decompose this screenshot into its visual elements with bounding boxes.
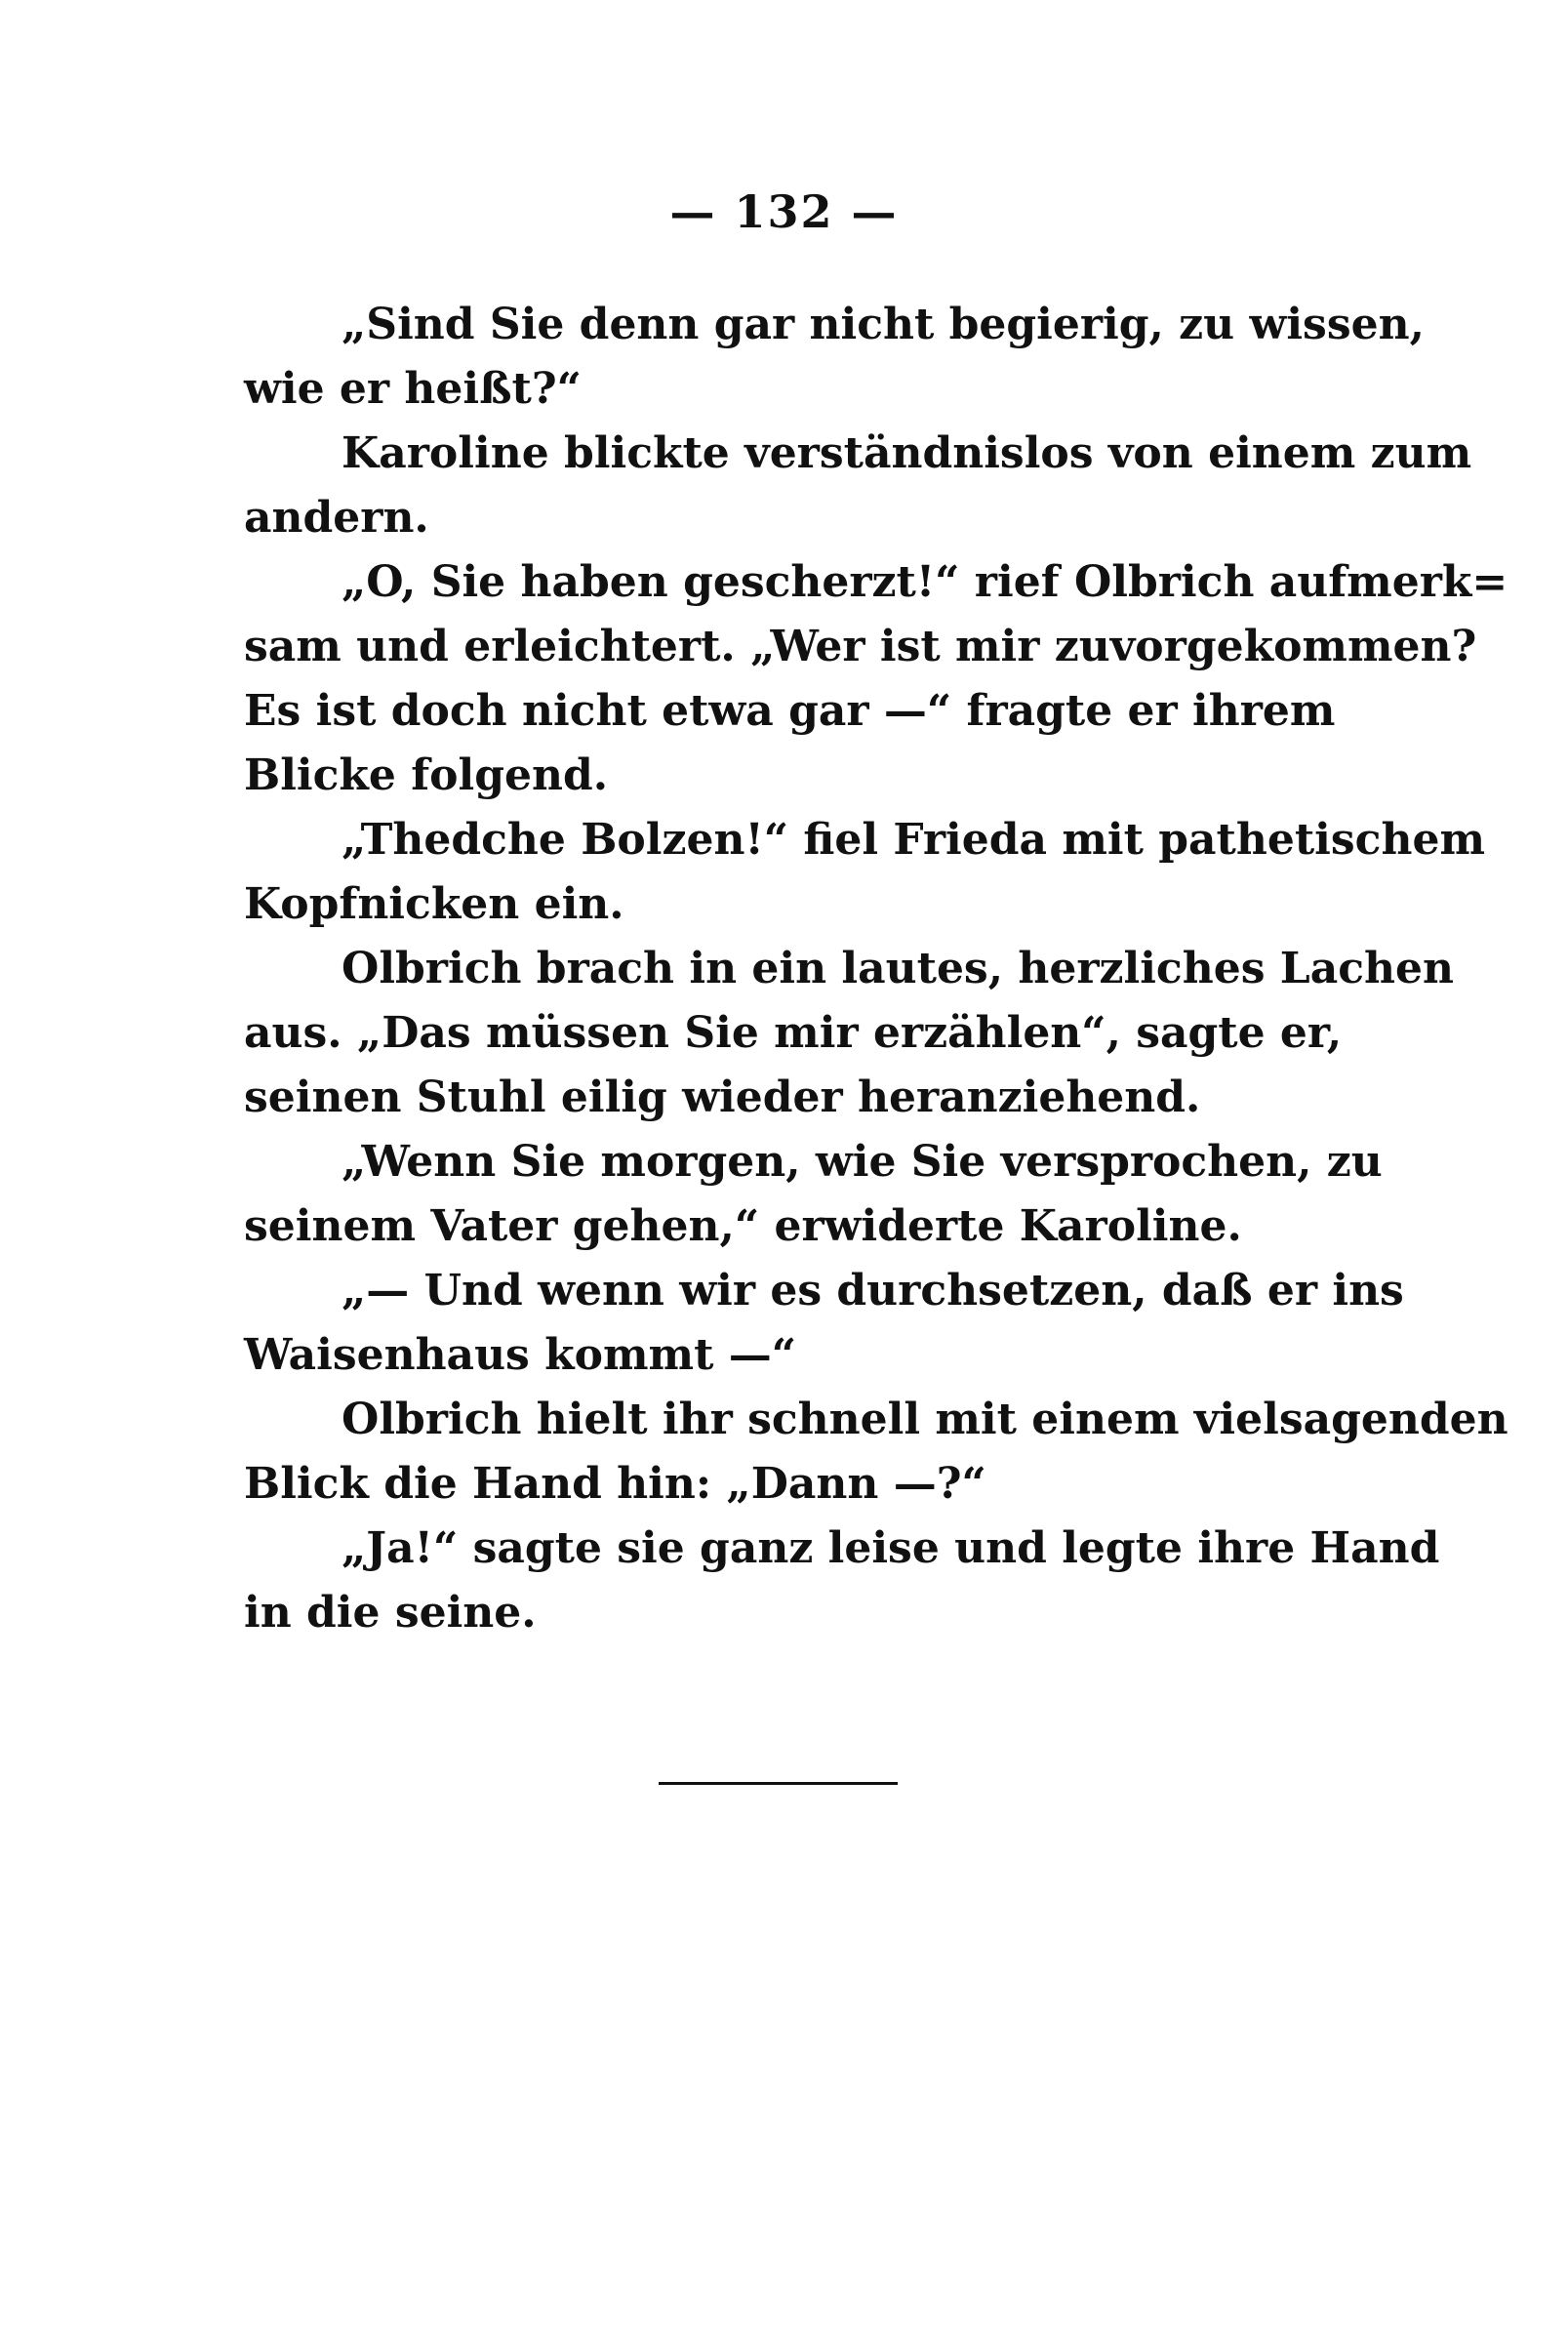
chapter-end-rule [659, 1782, 898, 1785]
text-line: Blick die Hand hin: „Dann —?“ [244, 1459, 986, 1509]
text-line: Olbrich hielt ihr schnell mit einem vielsagenden [342, 1395, 1508, 1444]
text-line: wie er heißt?“ [244, 364, 582, 414]
text-line: „Ja!“ sagte sie ganz leise und legte ihre Hand [342, 1523, 1440, 1573]
page-number: — 132 — [669, 185, 899, 238]
text-line: Waisenhaus kommt —“ [244, 1330, 797, 1380]
text-line: andern. [244, 493, 429, 543]
text-line: Olbrich brach in ein lautes, herzliches Lachen [342, 944, 1455, 993]
text-line: sam und erleichtert. „Wer ist mir zuvorgekommen? [244, 622, 1477, 671]
text-line: „O, Sie haben gescherzt!“ rief Olbrich aufmerk= [342, 557, 1508, 607]
body-text [244, 293, 1508, 1645]
text-line: seinem Vater gehen,“ erwiderte Karoline. [244, 1201, 1242, 1251]
text-line: „— Und wenn wir es durchsetzen, daß er ins [342, 1266, 1404, 1315]
text-line: „Thedche Bolzen!“ fiel Frieda mit pathetischem [342, 815, 1485, 865]
text-line: Blicke folgend. [244, 750, 609, 800]
text-line: Karoline blickte verständnislos von einem zum [342, 428, 1472, 478]
text-line: Es ist doch nicht etwa gar —“ fragte er ihrem [244, 686, 1336, 736]
text-line: „Sind Sie denn gar nicht begierig, zu wissen, [342, 300, 1425, 349]
text-line: aus. „Das müssen Sie mir erzählen“, sagte er, [244, 1008, 1343, 1058]
text-line: seinen Stuhl eilig wieder heranziehend. [244, 1072, 1201, 1122]
text-line: Kopfnicken ein. [244, 879, 624, 929]
text-line: in die seine. [244, 1588, 537, 1638]
text-line: „Wenn Sie morgen, wie Sie versprochen, zu [342, 1137, 1383, 1187]
